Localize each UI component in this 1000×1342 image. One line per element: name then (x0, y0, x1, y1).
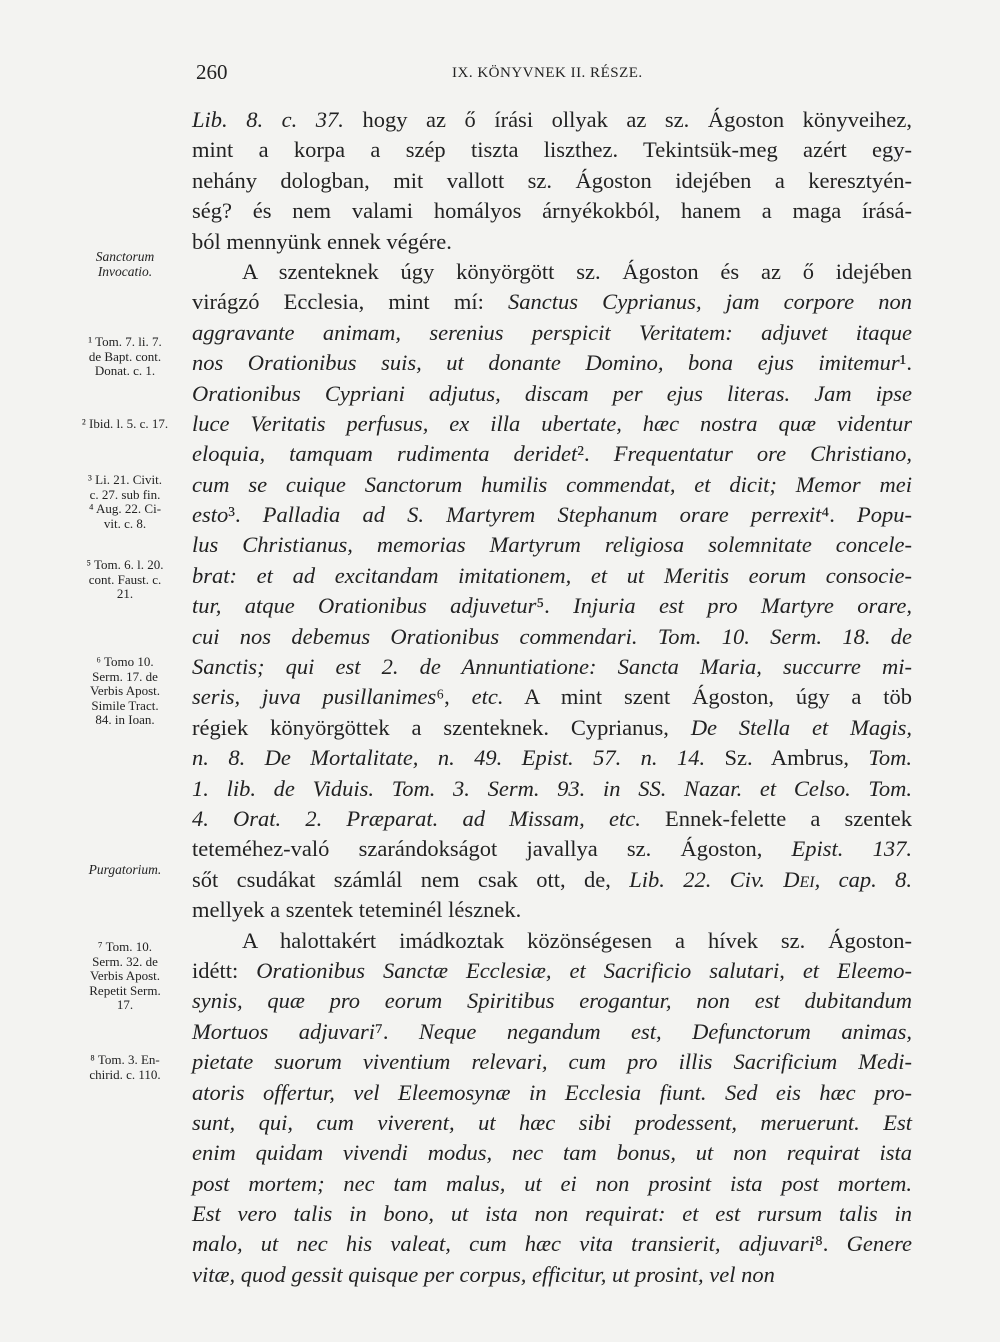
text-line: vitæ, quod gessit quisque per corpus, efficitur, ut prosint, vel non (192, 1261, 775, 1287)
text-line: cui nos debemus Orationibus commendari. Tom. 10. Serm. 18. de (192, 623, 912, 649)
text-line: cum se cuique Sanctorum humilis commendat, et dicit; Memor mei (192, 471, 912, 497)
text-line: sőt csudákat számlál nem csak ott, de, Lib. 22. Civ. Dei, cap. 8. (192, 866, 912, 892)
text-line: Orationibus Cypriani adjutus, discam per ejus literas. Jam ipse (192, 380, 912, 406)
margin-note: Sanctorum Invocatio. (95, 249, 155, 279)
text-line: synis, quæ pro eorum Spiritibus erogantur, non est dubitandum (192, 988, 912, 1014)
text-line: A halottakért imádkoztak közönségesen a hívek sz. Ágoston- (242, 927, 912, 953)
text-line: mint a korpa a szép tiszta liszthez. Tekintsük-meg azért egy- (192, 137, 912, 163)
text-line: pietate suorum viventium relevari, cum pro illis Sacrificium Medi- (192, 1049, 912, 1075)
text-line: post mortem; nec tam malus, ut ei non prosint ista post mortem. (192, 1170, 912, 1196)
text-line: lus Christianus, memorias Martyrum religiosa solemnitate concele- (192, 532, 912, 558)
page-number: 260 (196, 60, 228, 84)
running-title: IX. KÖNYVNEK II. RÉSZE. (452, 65, 643, 81)
text-line: brat: et ad excitandam imitationem, et ut Meritis eorum consocie- (192, 562, 912, 588)
margin-note: ³ Li. 21. Civit. c. 27. sub fin. ⁴ Aug. 22. Ci- vit. c. 8. (88, 472, 162, 531)
text-line: Lib. 8. c. 37. hogy az ő írási ollyak az sz. Ágoston könyveihez, (192, 107, 912, 132)
margin-note: ¹ Tom. 7. li. 7. de Bapt. cont. Donat. c. 1. (88, 334, 162, 378)
text-line: luce Veritatis perfusus, ex illa ubertate, hæc nostra quæ videntur (192, 410, 912, 436)
text-line: ból mennyünk ennek végére. (192, 228, 452, 254)
text-line: sunt, qui, cum viverent, ut hæc sibi prodessent, meruerunt. Est (192, 1109, 912, 1135)
text-line: A szenteknek úgy könyörgött sz. Ágoston és az ő idejében (242, 258, 912, 284)
margin-note: ⁶ Tomo 10. Serm. 17. de Verbis Apost. Simile Tract. 84. in Ioan. (89, 654, 161, 727)
text-line: mellyek a szentek teteminél lésznek. (192, 897, 522, 923)
text-line: Mortuos adjuvari⁷. Neque negandum est, Defunctorum animas, (192, 1018, 912, 1044)
margin-note: ⁷ Tom. 10. Serm. 32. de Verbis Apost. Repetit Serm. 17. (89, 939, 161, 1012)
margin-note: ² Ibid. l. 5. c. 17. (81, 416, 169, 431)
text-line: eloquia, tamquam rudimenta deridet². Frequentatur ore Christiano, (192, 441, 913, 467)
body-text (192, 105, 912, 1290)
margin-note: Purgatorium. (88, 862, 162, 877)
text-line: Est vero talis in bono, ut ista non requirat: et est rursum talis in (192, 1201, 912, 1227)
text-line: 4. Orat. 2. Præparat. ad Missam, etc. Ennek-felette a szentek (192, 805, 912, 831)
text-line: atoris offertur, vel Eleemosynæ in Ecclesia fiunt. Sed eis hæc pro- (192, 1079, 912, 1105)
margin-note: ⁸ Tom. 3. En- chirid. c. 110. (89, 1052, 161, 1082)
text-line: malo, ut nec his valeat, cum hæc vita transierit, adjuvari⁸. Genere (192, 1231, 912, 1257)
text-line: Sanctis; qui est 2. de Annuntiatione: Sancta Maria, succurre mi- (192, 654, 912, 680)
text-line: idétt: Orationibus Sanctæ Ecclesiæ, et Sacrificio salutari, et Eleemo- (192, 957, 912, 983)
text-line: régiek könyörgöttek a szenteknek. Cyprianus, De Stella et Magis, (192, 714, 912, 740)
text-line: nos Orationibus suis, ut donante Domino, bona ejus imitemur¹. (192, 350, 912, 376)
text-line: ség? és nem valami homályos árnyékokból, hanem a maga írásá- (192, 198, 912, 224)
text-line: virágzó Ecclesia, mint mí: Sanctus Cyprianus, jam corpore non (192, 289, 912, 315)
text-line: seris, juva pusillanimes⁶, etc. A mint szent Ágoston, úgy a töb (192, 684, 912, 710)
text-line: teteméhez-való szarándokságot javallya sz. Ágoston, Epist. 137. (192, 836, 912, 862)
text-line: enim quidam vivendi modus, nec tam bonus, ut non requirat ista (192, 1140, 912, 1166)
text-line: aggravante animam, serenius perspicit Veritatem: adjuvet itaque (192, 319, 912, 345)
text-line: 1. lib. de Viduis. Tom. 3. Serm. 93. in SS. Nazar. et Celso. Tom. (192, 775, 912, 801)
text-line: esto³. Palladia ad S. Martyrem Stephanum orare perrexit⁴. Popu- (192, 502, 912, 528)
margin-note: ⁵ Tom. 6. l. 20. cont. Faust. c. 21. (86, 557, 164, 601)
text-line: tur, atque Orationibus adjuvetur⁵. Injuria est pro Martyre orare, (192, 593, 912, 619)
text-line: nehány dologban, mit vallott sz. Ágoston idejében a keresztyén- (192, 167, 912, 193)
text-line: n. 8. De Mortalitate, n. 49. Epist. 57. n. 14. Sz. Ambrus, Tom. (192, 745, 912, 771)
margin-notes (0, 0, 190, 1342)
